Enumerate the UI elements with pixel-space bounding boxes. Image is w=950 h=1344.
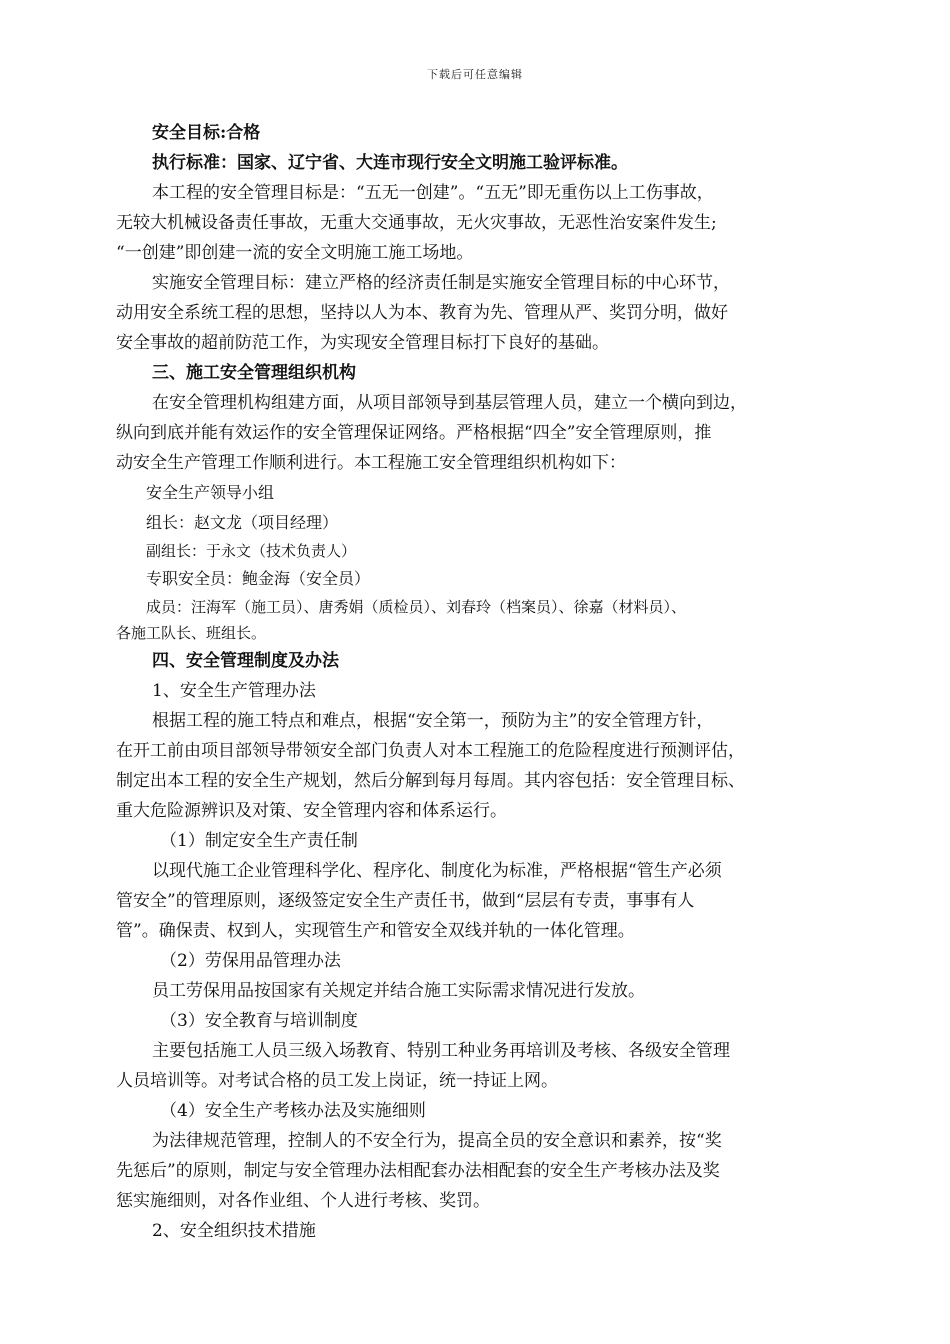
paragraph-line: 主要包括施工人员三级入场教育、特别工种业务再培训及考核、各级安全管理 xyxy=(152,1041,730,1061)
paragraph-line: 安全目标:合格 xyxy=(152,123,261,143)
paragraph-line: 动用安全系统工程的思想，坚持以人为本、教育为先、管理从严、奖罚分明，做好 xyxy=(116,303,728,323)
document-body xyxy=(116,118,828,1246)
paragraph-line: 在安全管理机构组建方面，从项目部领导到基层管理人员，建立一个横向到边， xyxy=(152,393,747,413)
paragraph-line: 重大危险源辨识及对策、安全管理内容和体系运行。 xyxy=(116,801,507,821)
paragraph-line: （1）制定安全生产责任制 xyxy=(160,831,358,851)
paragraph-line: 管”。确保责、权到人，实现管生产和管安全双线并轨的一体化管理。 xyxy=(116,921,635,941)
paragraph-line: 员工劳保用品按国家有关规定并结合施工实际需求情况进行发放。 xyxy=(152,981,645,1001)
paragraph-line: 专职安全员：鲍金海（安全员） xyxy=(146,569,371,588)
paragraph-line: 本工程的安全管理目标是：“五无一创建”。“五无”即无重伤以上工伤事故， xyxy=(152,183,714,203)
paragraph-line: 安全生产领导小组 xyxy=(146,483,275,502)
paragraph-line: 人员培训等。对考试合格的员工发上岗证，统一持证上网。 xyxy=(116,1071,558,1091)
paragraph-line: 惩实施细则，对各作业组、个人进行考核、奖罚。 xyxy=(116,1191,490,1211)
paragraph-line: 以现代施工企业管理科学化、程序化、制度化为标准，严格根据“管生产必须 xyxy=(152,861,722,881)
paragraph-line: 执行标准：国家、辽宁省、大连市现行安全文明施工验评标准。 xyxy=(152,153,628,173)
paragraph-line: 组长：赵文龙（项目经理） xyxy=(146,513,339,532)
paragraph-line: 四、安全管理制度及办法 xyxy=(152,651,339,671)
paragraph-line: 动安全生产管理工作顺利进行。本工程施工安全管理组织机构如下： xyxy=(116,453,626,473)
paragraph-line: 为法律规范管理，控制人的不安全行为，提高全员的安全意识和素养，按“奖 xyxy=(152,1131,722,1151)
paragraph-line: 纵向到底并能有效运作的安全管理保证网络。严格根据“四全”安全管理原则，推 xyxy=(116,423,712,443)
paragraph-line: （4）安全生产考核办法及实施细则 xyxy=(160,1101,426,1121)
paragraph-line: 先惩后”的原则，制定与安全管理办法相配套办法相配套的安全生产考核办法及奖 xyxy=(116,1161,720,1181)
paragraph-line: 制定出本工程的安全生产规划，然后分解到每月每周。其内容包括：安全管理目标、 xyxy=(116,771,745,791)
paragraph-line: 2、安全组织技术措施 xyxy=(152,1221,316,1241)
paragraph-line: 实施安全管理目标：建立严格的经济责任制是实施安全管理目标的中心环节， xyxy=(152,273,730,293)
paragraph-line: 成员：汪海军（施工员）、唐秀娟（质检员）、刘春玲（档案员）、徐嘉（材料员）、 xyxy=(146,598,687,616)
paragraph-line: 在开工前由项目部领导带领安全部门负责人对本工程施工的危险程度进行预测评估， xyxy=(116,741,745,761)
paragraph-line: 安全事故的超前防范工作，为实现安全管理目标打下良好的基础。 xyxy=(116,333,609,353)
page-header: 下载后可任意编辑 xyxy=(427,68,523,81)
paragraph-line: （3）安全教育与培训制度 xyxy=(160,1011,358,1031)
paragraph-line: 根据工程的施工特点和难点，根据“安全第一，预防为主”的安全管理方针， xyxy=(152,711,714,731)
paragraph-line: “一创建”即创建一流的安全文明施工施工场地。 xyxy=(116,243,474,263)
paragraph-line: 管安全”的管理原则，逐级签定安全生产责任书，做到“层层有专责，事事有人 xyxy=(116,891,695,911)
paragraph-line: （2）劳保用品管理办法 xyxy=(160,951,341,971)
paragraph-line: 1、安全生产管理办法 xyxy=(152,681,316,701)
paragraph-line: 无较大机械设备责任事故，无重大交通事故，无火灾事故，无恶性治安案件发生; xyxy=(116,213,717,233)
paragraph-line: 副组长：于永文（技术负责人） xyxy=(146,542,357,560)
paragraph-line: 各施工队长、班组长。 xyxy=(116,624,267,642)
paragraph-line: 三、施工安全管理组织机构 xyxy=(152,363,356,383)
